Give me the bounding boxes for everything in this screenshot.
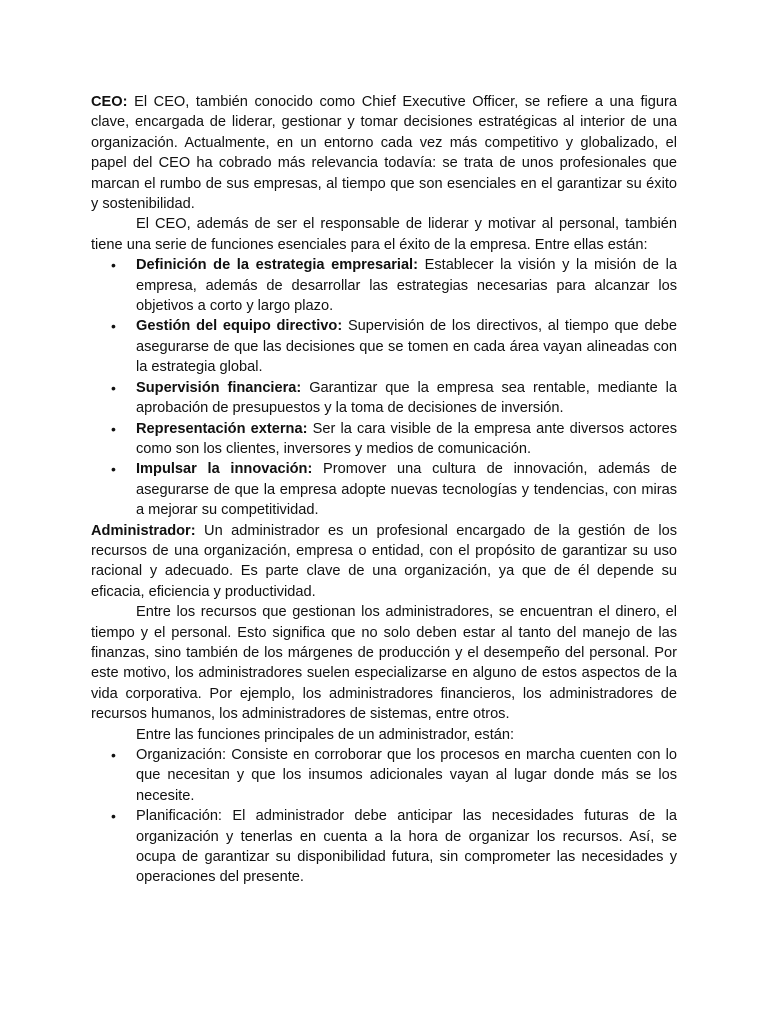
bullet-icon: • [111,318,116,335]
bullet-icon: • [111,379,116,396]
list-item [91,806,677,888]
ceo-functions-list [91,255,677,520]
ceo-intro-text: El CEO, también conocido como Chief Executive Officer, se refiere a una figura clave, encargada de liderar, gestionar y tomar decisiones estratégicas al interior de una organización. Actualmente, en un entorno cada vez más competitivo y globalizado, el papel del CEO ha cobrado más relevancia todavía: se trata de unos profesionales que marcan el rumbo de sus empresas, al tiempo que son esenciales en el garantizar su éxito y sostenibilidad. [91,94,677,213]
list-item-title: Representación externa: [136,420,308,437]
list-item-title: Impulsar la innovación: [136,461,313,478]
document-page [91,92,677,888]
admin-functions-intro: Entre las funciones principales de un administrador, están: [136,726,515,743]
bullet-icon: • [111,461,116,478]
list-item-text: Promover una cultura de innovación, además de asegurarse de que la empresa adopte nuevas tecnologías y tendencias, con miras a mejorar su competitividad. [136,461,677,519]
list-item [91,316,677,377]
bullet-icon: • [111,257,116,274]
list-item-text: Ser la cara visible de la empresa ante diversos actores como son los clientes, inversores y medios de comunicación. [136,420,678,457]
list-item-text: Planificación: El administrador debe anticipar las necesidades futuras de la organización y tenerlas en cuenta a la hora de organizar los recursos. Así, se ocupa de garantizar su disponibilidad futura, sin comprometer las necesidades y operaciones del presente. [136,808,677,886]
list-item-text: Supervisión de los directivos, al tiempo que debe asegurarse de que las decisiones que se tomen en cada área vayan alineadas con la estrategia global. [136,318,678,376]
list-item-text: Garantizar que la empresa sea rentable, mediante la aprobación de presupuestos y la toma de decisiones de inversión. [136,379,677,417]
list-item-text: Organización: Consiste en corroborar que los procesos en marcha cuenten con lo que necesitan y que los insumos adicionales vayan al lugar donde más se los necesite. [136,747,677,804]
bullet-icon: • [111,747,116,763]
list-item [91,419,677,460]
list-item [91,378,677,419]
admin-intro-text: Un administrador es un profesional encargado de la gestión de los recursos de una organización, empresa o entidad, con el propósito de garantizar su uso racional y adecuado. Es parte clave de una organización, ya que de él depende su eficacia, eficiencia y productividad. [91,522,677,600]
list-item [91,255,677,316]
admin-heading: Administrador: [91,522,196,539]
list-item [91,745,677,806]
list-item [91,459,677,520]
admin-resources-paragraph: Entre los recursos que gestionan los administradores, se encuentran el dinero, el tiempo y el personal. Esto significa que no solo deben estar al tanto del manejo de las finanzas, sino también de los márgenes de producción y el desempeño del personal. Por este motivo, los administradores suelen especializarse en alguno de estos aspectos de la vida corporativa. Por ejemplo, los administradores financieros, los administradores de recursos humanos, los administradores de sistemas, entre otros. [91,604,677,723]
bullet-icon: • [111,808,116,825]
list-item-text: Establecer la visión y la misión de la empresa, además de desarrollar las estrategias necesarias para alcanzar los objetivos a corto y largo plazo. [136,257,677,315]
ceo-functions-intro: El CEO, además de ser el responsable de liderar y motivar al personal, también tiene una serie de funciones esenciales para el éxito de la empresa. Entre ellas están: [91,216,677,253]
admin-intro-paragraph [91,521,677,603]
admin-functions-list [91,745,677,888]
ceo-heading: CEO: [91,94,128,110]
list-item-title: Definición de la estrategia empresarial: [136,257,418,274]
list-item-title: Supervisión financiera: [136,379,302,396]
list-item-title: Gestión del equipo directivo: [136,318,343,335]
bullet-icon: • [111,420,116,437]
ceo-intro-paragraph [91,92,677,214]
